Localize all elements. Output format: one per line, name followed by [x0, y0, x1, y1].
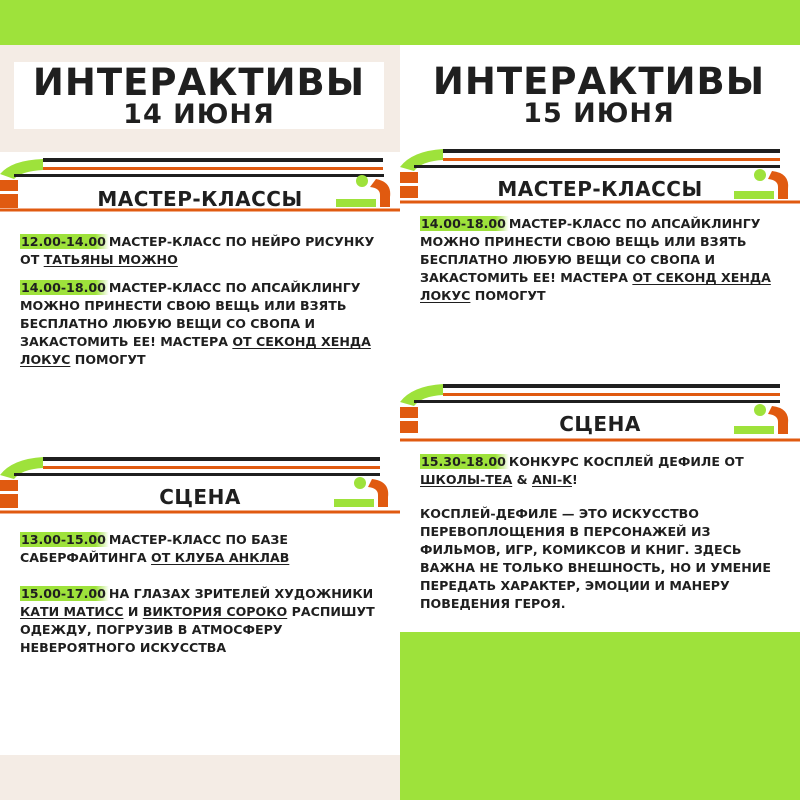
section-title: МАСТЕР-КЛАССЫ — [497, 177, 703, 201]
host-link[interactable]: ОТ КЛУБА АНКЛАВ — [151, 550, 290, 565]
page-title: ИНТЕРАКТИВЫ — [432, 60, 766, 103]
date-label: 14 ИЮНЯ — [123, 99, 275, 130]
event-text: ! — [571, 472, 578, 487]
event-text: И — [123, 604, 143, 619]
event-entry — [20, 585, 392, 657]
artist-link[interactable]: ВИКТОРИЯ СОРОКО — [142, 604, 288, 619]
event-entry — [420, 453, 780, 489]
time-badge: 12.00-14.00 — [20, 234, 109, 249]
event-text: НА ГЛАЗАХ ЗРИТЕЛЕЙ ХУДОЖНИКИ — [108, 586, 374, 601]
title-banner-15 — [414, 60, 784, 129]
section-title: СЦЕНА — [559, 412, 641, 436]
host-link[interactable]: ОТ СЕКОНД ХЕНДА ЛОКУС — [420, 270, 771, 303]
event-text: ПОМОГУТ — [470, 288, 546, 303]
event-text: РАСПИШУТ ОДЕЖДУ, ПОГРУЗИВ В АТМОСФЕРУ НЕВЕРОЯТНОГО ИСКУССТВА — [20, 604, 375, 655]
event-text: МАСТЕР-КЛАСС ПО НЕЙРО РИСУНКУ ОТ — [20, 234, 375, 267]
description-text: КОСПЛЕЙ-ДЕФИЛЕ — ЭТО ИСКУССТВО ПЕРЕВОПЛОЩЕНИЯ В ПЕРСОНАЖЕЙ ИЗ ФИЛЬМОВ, ИГР, КОМИКСОВ И КНИГ. ЗДЕСЬ ВАЖНА НЕ ТОЛЬКО ВНЕШНОСТЬ, НО И УМЕНИЕ ПЕРЕДАТЬ ХАРАКТЕР, ЭМОЦИИ И МАНЕРУ ПОВЕДЕНИЯ ГЕРОЯ. — [420, 506, 771, 611]
section-header-masterclasses-14 — [0, 157, 400, 227]
section-header-scene-14 — [0, 455, 400, 525]
event-text: МАСТЕР-КЛАСС ПО АПСАЙКЛИНГУ МОЖНО ПРИНЕСТИ СВОЮ ВЕЩЬ ИЛИ ВЗЯТЬ БЕСПЛАТНО ЛЮБУЮ ВЕЩИ СО СВОПА И ЗАКАСТОМИТЬ ЕЕ! МАСТЕРА — [420, 216, 761, 285]
date-label: 15 ИЮНЯ — [523, 98, 675, 129]
section-title: СЦЕНА — [159, 485, 241, 509]
time-badge: 14.00-18.00 — [20, 280, 109, 295]
event-text: КОНКУРС КОСПЛЕЙ ДЕФИЛЕ ОТ — [508, 454, 744, 469]
artist-link[interactable]: КАТИ МАТИСС — [20, 604, 124, 619]
time-badge: 14.00-18.00 — [420, 216, 509, 231]
event-entry — [20, 531, 380, 567]
section-header-masterclasses-15 — [400, 147, 800, 217]
event-text: МАСТЕР-КЛАСС ПО АПСАЙКЛИНГУ МОЖНО ПРИНЕСТИ СВОЮ ВЕЩЬ ИЛИ ВЗЯТЬ БЕСПЛАТНО ЛЮБУЮ ВЕЩИ СО СВОПА И ЗАКАСТОМИТЬ ЕЕ! МАСТЕРА — [20, 280, 361, 349]
time-badge: 13.00-15.00 — [20, 532, 109, 547]
event-entry — [420, 215, 780, 305]
page-title: ИНТЕРАКТИВЫ — [32, 61, 366, 104]
section-title: МАСТЕР-КЛАССЫ — [97, 187, 303, 211]
title-banner-14 — [14, 62, 384, 129]
time-badge: 15.00-17.00 — [20, 586, 109, 601]
event-entry — [20, 233, 380, 269]
section-header-scene-15 — [400, 382, 800, 452]
host-link[interactable]: ТАТЬЯНЫ МОЖНО — [43, 252, 178, 267]
event-text: ПОМОГУТ — [70, 352, 146, 367]
host-link[interactable]: ШКОЛЫ-TEA — [420, 472, 513, 487]
event-text: & — [512, 472, 532, 487]
time-badge: 15.30-18.00 — [420, 454, 509, 469]
event-entry — [20, 279, 382, 369]
host-link[interactable]: ANI-K — [532, 472, 572, 487]
event-text: МАСТЕР-КЛАСС ПО БАЗЕ САБЕРФАЙТИНГА — [20, 532, 288, 565]
host-link[interactable]: ОТ СЕКОНД ХЕНДА ЛОКУС — [20, 334, 371, 367]
